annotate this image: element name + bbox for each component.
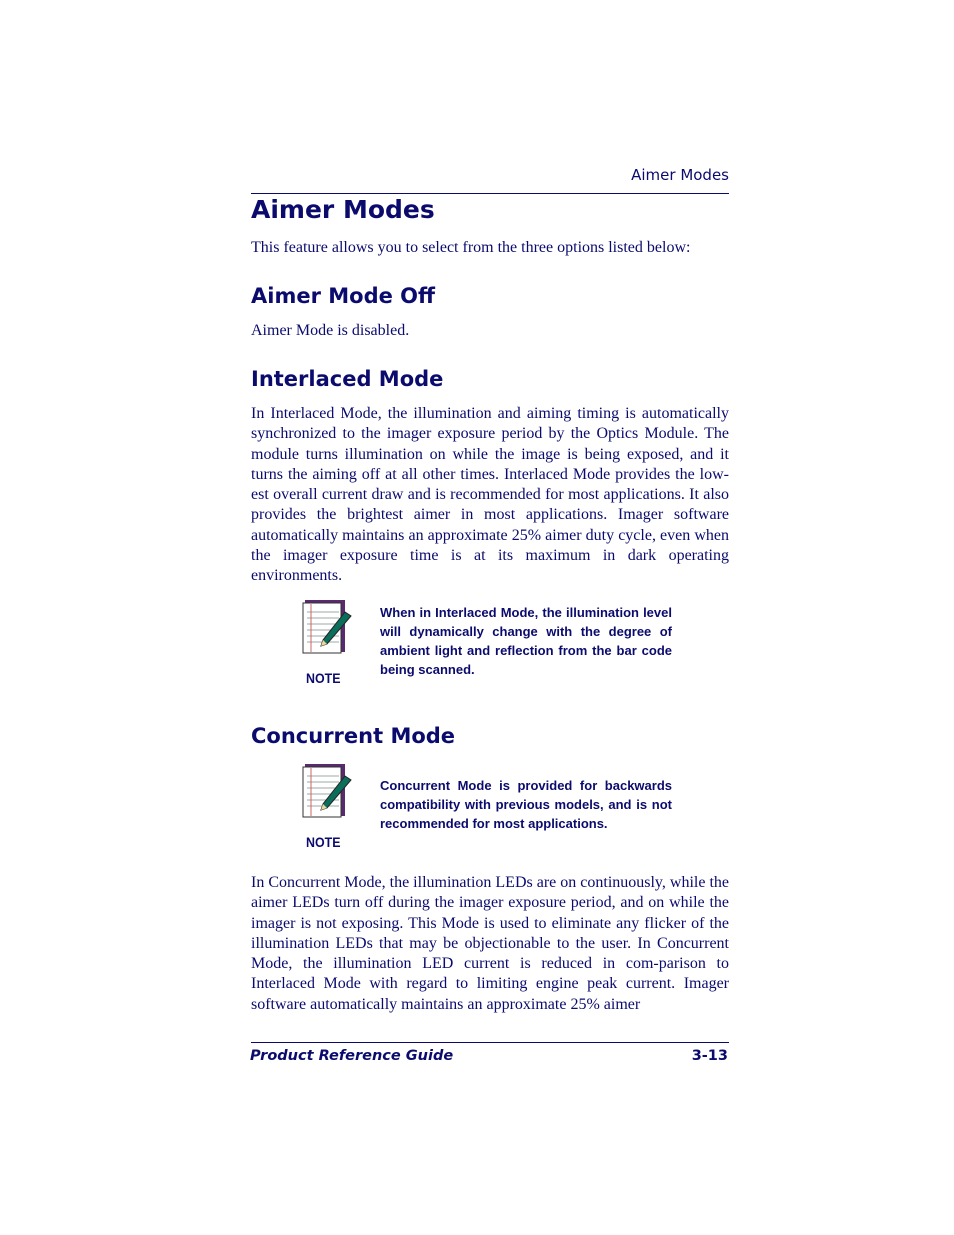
top-rule (251, 193, 729, 194)
running-head: Aimer Modes (631, 166, 729, 184)
note-label: NOTE (306, 835, 341, 850)
footer-guide-title: Product Reference Guide (250, 1048, 454, 1064)
page-title: Aimer Modes (251, 195, 435, 224)
aimer-mode-off-heading: Aimer Mode Off (251, 284, 436, 308)
note-pad-icon (299, 598, 355, 656)
interlaced-mode-text: In Interlaced Mode, the illumination and aiming timing is automatically synchronized to the imager exposure period by the Optics Module. The module turns illumination on while the image is being exposed, and it turns the aiming off at all other times. Interlaced Mode provides the low-est overall current draw and is recommended for most applications. It also provides the brightest aimer in most applications. Imager software automatically maintains an approximate 25% aimer duty cycle, even when the imager exposure time is at its maximum in dark operating environments. (251, 405, 729, 585)
note-label: NOTE (306, 671, 341, 686)
concurrent-mode-text: In Concurrent Mode, the illumination LEDs are on continuously, while the aimer LEDs turn off during the imager exposure period, and on while the imager is not exposing. This Mode is used to eliminate any flicker of the illumination LEDs that may be objectionable to the user. In Concurrent Mode, the illumination LED current is reduced in com-parison to Interlaced Mode with regard to limiting engine peak current. Imager software automatically maintains an approximate 25% aimer (251, 874, 729, 1013)
note-text: Concurrent Mode is provided for backwards compatibility with previous models, and is not recommended for most applications. (380, 778, 672, 831)
interlaced-mode-heading: Interlaced Mode (251, 367, 444, 391)
note-pad-icon (299, 762, 355, 820)
aimer-mode-off-text: Aimer Mode is disabled. (251, 322, 410, 339)
intro-paragraph: This feature allows you to select from the three options listed below: (251, 239, 691, 256)
concurrent-mode-heading: Concurrent Mode (251, 724, 456, 748)
bottom-rule (251, 1042, 729, 1043)
note-text: When in Interlaced Mode, the illumination level will dynamically change with the degree of ambient light and reflection from the bar code being scanned. (380, 605, 672, 677)
footer-page-number: 3-13 (691, 1048, 728, 1064)
